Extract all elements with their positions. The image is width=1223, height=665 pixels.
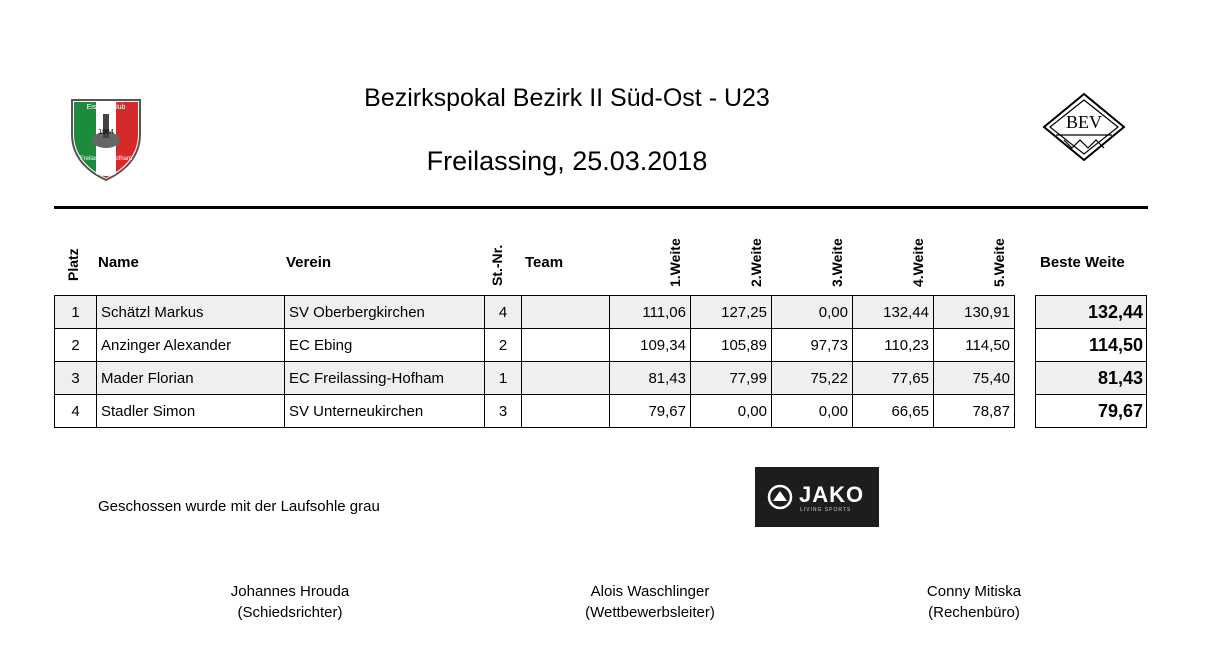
cell-verein: EC Freilassing-Hofham — [285, 362, 485, 395]
col-header-weite-4: 4.Weite — [910, 238, 926, 287]
cell-beste-weite: 81,43 — [1036, 362, 1147, 395]
results-table — [54, 295, 1015, 428]
cell-verein: SV Unterneukirchen — [285, 395, 485, 428]
jako-brand-text: JAKO — [799, 482, 865, 507]
col-header-weite-5: 5.Weite — [991, 238, 1007, 287]
cell-weite-5: 78,87 — [934, 395, 1015, 428]
jako-sponsor-logo — [755, 467, 879, 527]
cell-stnr: 2 — [485, 329, 522, 362]
cell-weite-3: 75,22 — [772, 362, 853, 395]
cell-platz: 2 — [55, 329, 97, 362]
table-row — [55, 329, 1015, 362]
cell-name: Schätzl Markus — [97, 296, 285, 329]
cell-weite-1: 111,06 — [610, 296, 691, 329]
col-header-platz: Platz — [65, 248, 81, 281]
signature-competition-lead — [530, 581, 770, 623]
page-title: Bezirkspokal Bezirk II Süd-Ost - U23 — [364, 84, 770, 112]
cell-team — [522, 329, 610, 362]
cell-stnr: 4 — [485, 296, 522, 329]
col-header-weite-1: 1.Weite — [667, 238, 683, 287]
col-header-name: Name — [98, 254, 139, 271]
col-header-beste-weite: Beste Weite — [1040, 254, 1125, 271]
sole-note: Geschossen wurde mit der Laufsohle grau — [98, 498, 380, 515]
cell-stnr: 3 — [485, 395, 522, 428]
cell-weite-3: 97,73 — [772, 329, 853, 362]
cell-team — [522, 395, 610, 428]
best-distance-table — [1035, 295, 1147, 428]
cell-name: Stadler Simon — [97, 395, 285, 428]
col-header-weite-2: 2.Weite — [748, 238, 764, 287]
cell-beste-weite: 132,44 — [1036, 296, 1147, 329]
cell-weite-1: 81,43 — [610, 362, 691, 395]
col-header-stnr: St.-Nr. — [489, 244, 505, 286]
signature-role: (Schiedsrichter) — [237, 604, 343, 621]
cell-platz: 1 — [55, 296, 97, 329]
signature-role: (Rechenbüro) — [928, 604, 1020, 621]
crest-bottom-text: Freilassing-Hofham — [79, 156, 133, 162]
cell-weite-5: 75,40 — [934, 362, 1015, 395]
table-row — [1036, 395, 1147, 428]
cell-weite-4: 110,23 — [853, 329, 934, 362]
cell-weite-4: 132,44 — [853, 296, 934, 329]
page-subtitle: Freilassing, 25.03.2018 — [426, 146, 708, 176]
signature-name: Conny Mitiska — [926, 583, 1022, 600]
col-header-weite-3: 3.Weite — [829, 238, 845, 287]
cell-platz: 4 — [55, 395, 97, 428]
cell-platz: 3 — [55, 362, 97, 395]
signature-referee — [170, 581, 410, 623]
table-row — [1036, 296, 1147, 329]
table-row — [1036, 362, 1147, 395]
cell-verein: SV Oberbergkirchen — [285, 296, 485, 329]
cell-weite-4: 77,65 — [853, 362, 934, 395]
col-header-team: Team — [525, 254, 564, 271]
cell-verein: EC Ebing — [285, 329, 485, 362]
jako-tagline: LIVING SPORTS — [800, 507, 852, 513]
table-row — [55, 296, 1015, 329]
jako-swoosh-icon — [767, 484, 793, 510]
cell-weite-1: 109,34 — [610, 329, 691, 362]
signature-role: (Wettbewerbsleiter) — [585, 604, 715, 621]
cell-weite-5: 114,50 — [934, 329, 1015, 362]
table-row — [55, 395, 1015, 428]
cell-weite-2: 127,25 — [691, 296, 772, 329]
cell-weite-3: 0,00 — [772, 296, 853, 329]
signature-name: Alois Waschlinger — [590, 583, 710, 600]
cell-team — [522, 362, 610, 395]
signature-name: Johannes Hrouda — [230, 583, 350, 600]
cell-weite-1: 79,67 — [610, 395, 691, 428]
cell-weite-2: 0,00 — [691, 395, 772, 428]
cell-weite-4: 66,65 — [853, 395, 934, 428]
header-divider — [54, 206, 1148, 209]
crest-year: 1964 — [98, 129, 114, 136]
cell-weite-2: 105,89 — [691, 329, 772, 362]
crest-top-text: Eisstockclub — [86, 104, 126, 111]
signature-computing-office — [854, 581, 1094, 623]
cell-name: Anzinger Alexander — [97, 329, 285, 362]
cell-team — [522, 296, 610, 329]
bev-emblem-text: BEV — [1066, 112, 1102, 132]
bev-emblem-logo — [1042, 92, 1126, 162]
cell-beste-weite: 79,67 — [1036, 395, 1147, 428]
table-row — [55, 362, 1015, 395]
cell-beste-weite: 114,50 — [1036, 329, 1147, 362]
cell-weite-3: 0,00 — [772, 395, 853, 428]
col-header-verein: Verein — [286, 254, 332, 271]
cell-weite-2: 77,99 — [691, 362, 772, 395]
cell-stnr: 1 — [485, 362, 522, 395]
cell-name: Mader Florian — [97, 362, 285, 395]
cell-weite-5: 130,91 — [934, 296, 1015, 329]
table-row — [1036, 329, 1147, 362]
